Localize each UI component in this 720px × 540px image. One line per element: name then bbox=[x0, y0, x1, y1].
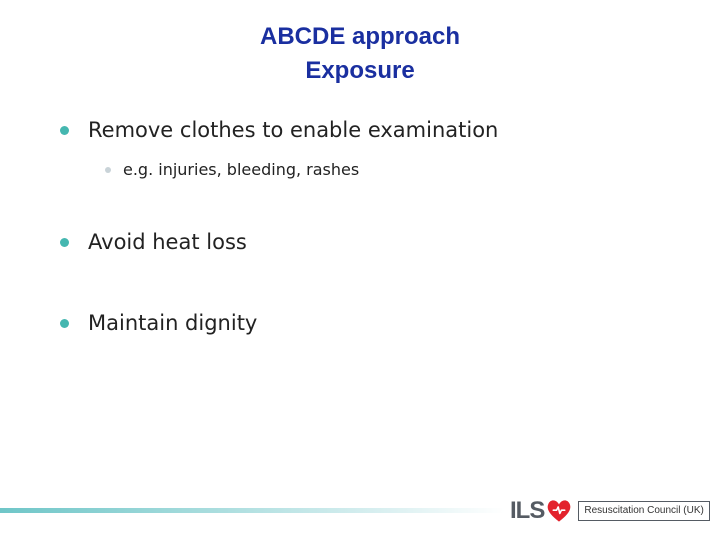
bullet-text: Maintain dignity bbox=[88, 311, 258, 335]
heart-icon bbox=[546, 498, 572, 524]
ils-logo-text: ILS bbox=[510, 497, 545, 524]
bullet-text: Remove clothes to enable examination bbox=[88, 118, 499, 142]
title-line-1: ABCDE approach bbox=[259, 23, 461, 50]
organization-name: Resuscitation Council (UK) bbox=[578, 501, 710, 521]
title-line-2: Exposure bbox=[305, 57, 415, 84]
bullet-text: Avoid heat loss bbox=[88, 230, 247, 254]
sub-bullet-item-examples bbox=[105, 160, 359, 179]
slide-title bbox=[0, 20, 720, 88]
footer-gradient-bar bbox=[0, 508, 505, 513]
footer-logo bbox=[510, 494, 715, 528]
bullet-item-maintain-dignity bbox=[60, 311, 257, 335]
bullet-dot-icon bbox=[60, 238, 69, 247]
sub-bullet-dot-icon bbox=[105, 167, 111, 173]
bullet-dot-icon bbox=[60, 126, 69, 135]
bullet-item-avoid-heat-loss bbox=[60, 230, 247, 254]
bullet-item-remove-clothes bbox=[60, 118, 498, 142]
sub-bullet-text: e.g. injuries, bleeding, rashes bbox=[123, 160, 360, 179]
bullet-dot-icon bbox=[60, 319, 69, 328]
